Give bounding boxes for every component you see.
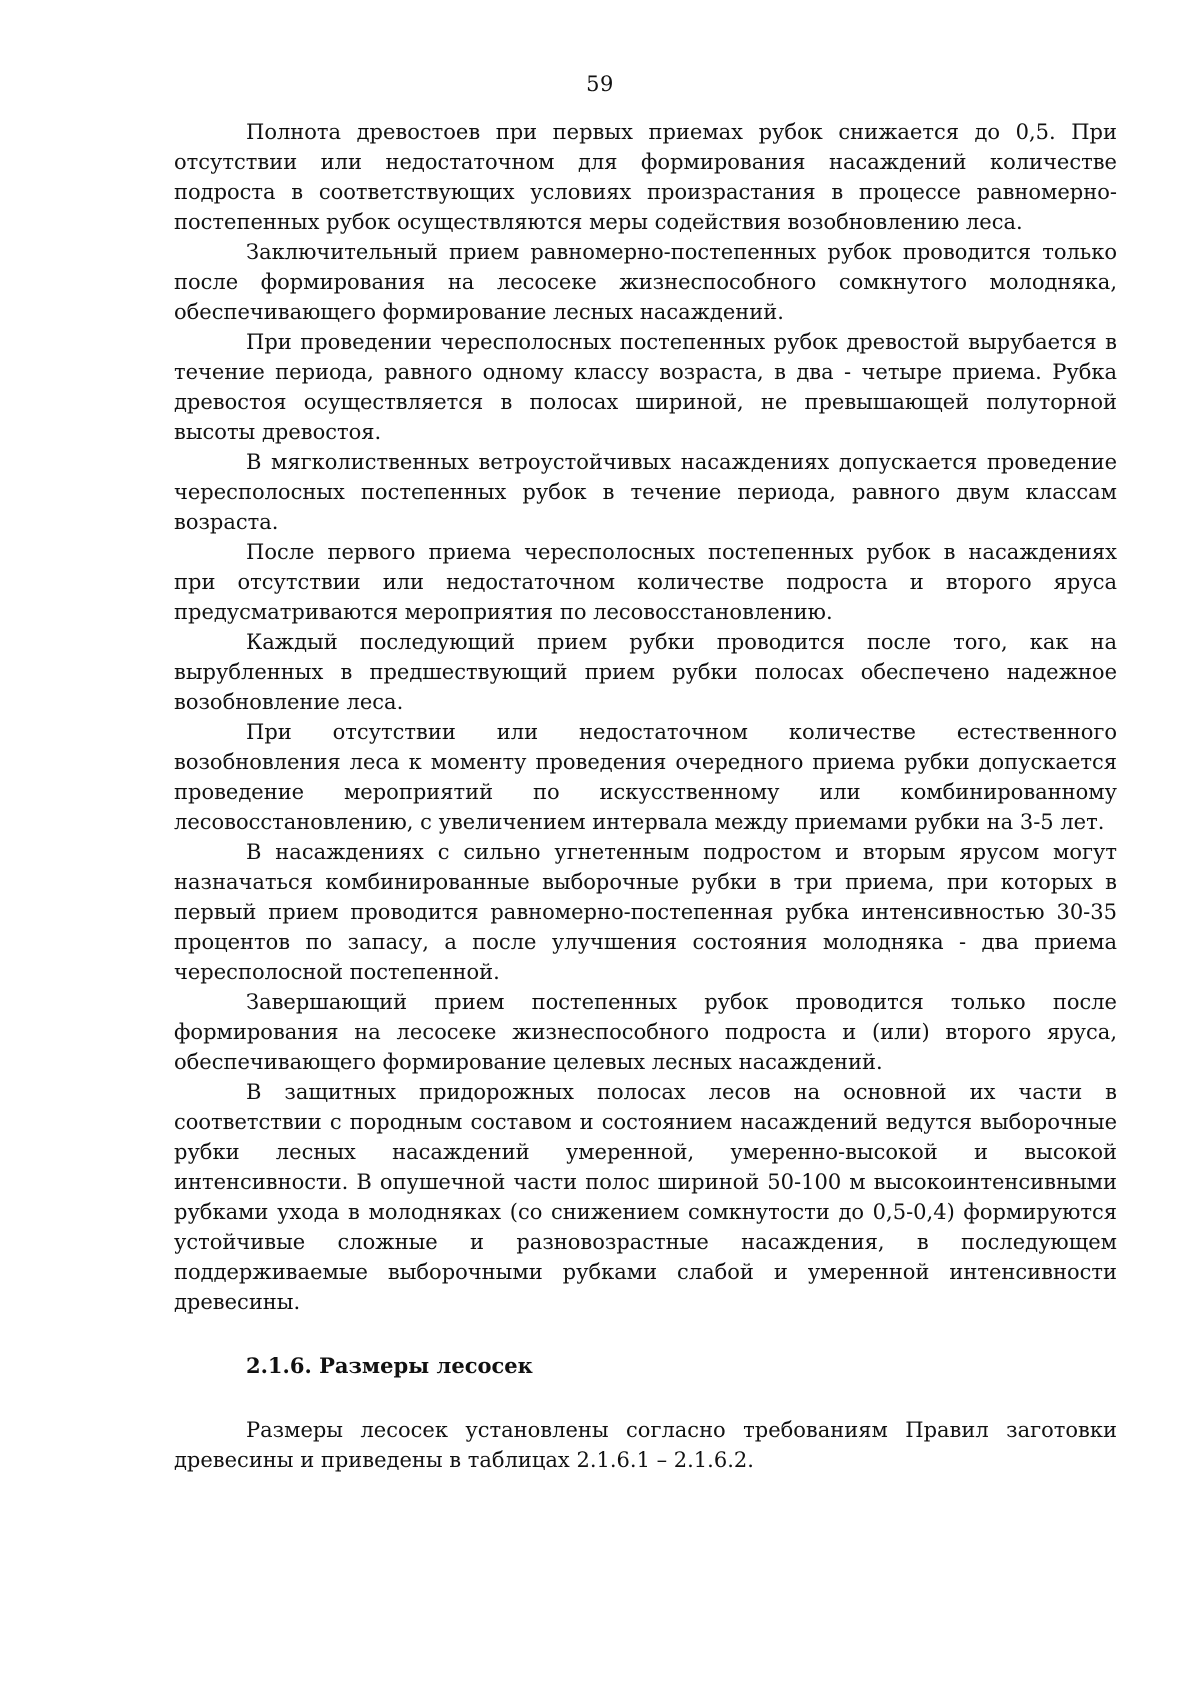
page-number: 59 <box>586 72 614 96</box>
paragraph: Заключительный прием равномерно-постепенных рубок проводится только после формирования на лесосеке жизнеспособного сомкнутого молодняка, обеспечивающего формирование лесных насаждений. <box>174 240 1117 324</box>
paragraph: При отсутствии или недостаточном количестве естественного возобновления леса к моменту проведения очередного приема рубки допускается проведение мероприятий по искусственному или комбинированному лесовосстановлению, с увеличением интервала между приемами рубки на 3-5 лет. <box>174 720 1117 834</box>
paragraph: Каждый последующий прием рубки проводится после того, как на вырубленных в предшествующий прием рубки полосах обеспечено надежное возобновление леса. <box>174 630 1117 714</box>
paragraph: Полнота древостоев при первых приемах рубок снижается до 0,5. При отсутствии или недостаточном для формирования насаждений количестве подроста в соответствующих условиях произрастания в процессе равномерно-постепенных рубок осуществляются меры содействия возобновлению леса. <box>174 120 1117 234</box>
paragraph: В насаждениях с сильно угнетенным подростом и вторым ярусом могут назначаться комбинированные выборочные рубки в три приема, при которых в первый прием проводится равномерно-постепенная рубка интенсивностью 30-35 процентов по запасу, а после улучшения состояния молодняка - два приема чересполосной постепенной. <box>174 840 1117 984</box>
paragraph: При проведении чересполосных постепенных рубок древостой вырубается в течение периода, равного одному классу возраста, в два - четыре приема. Рубка древостоя осуществляется в полосах шириной, не превышающей полуторной высоты древостоя. <box>174 330 1117 444</box>
section-paragraph: Размеры лесосек установлены согласно требованиям Правил заготовки древесины и приведены в таблицах 2.1.6.1 – 2.1.6.2. <box>174 1418 1117 1472</box>
paragraph: В мягколиственных ветроустойчивых насаждениях допускается проведение чересполосных постепенных рубок в течение периода, равного двум классам возраста. <box>174 450 1117 534</box>
paragraph: После первого приема чересполосных постепенных рубок в насаждениях при отсутствии или недостаточном количестве подроста и второго яруса предусматриваются мероприятия по лесовосстановлению. <box>174 540 1117 624</box>
paragraph: В защитных придорожных полосах лесов на основной их части в соответствии с породным составом и состоянием насаждений ведутся выборочные рубки лесных насаждений умеренной, умеренно-высокой и высокой интенсивности. В опушечной части полос шириной 50-100 м высокоинтенсивными рубками ухода в молодняках (со снижением сомкнутости до 0,5-0,4) формируются устойчивые сложные и разновозрастные насаждения, в последующем поддерживаемые выборочными рубками слабой и умеренной интенсивности древесины. <box>174 1080 1117 1314</box>
paragraph: Завершающий прием постепенных рубок проводится только после формирования на лесосеке жизнеспособного подроста и (или) второго яруса, обеспечивающего формирование целевых лесных насаждений. <box>174 990 1117 1074</box>
section-heading: 2.1.6. Размеры лесосек <box>246 1353 533 1378</box>
body-text <box>174 117 1117 1475</box>
